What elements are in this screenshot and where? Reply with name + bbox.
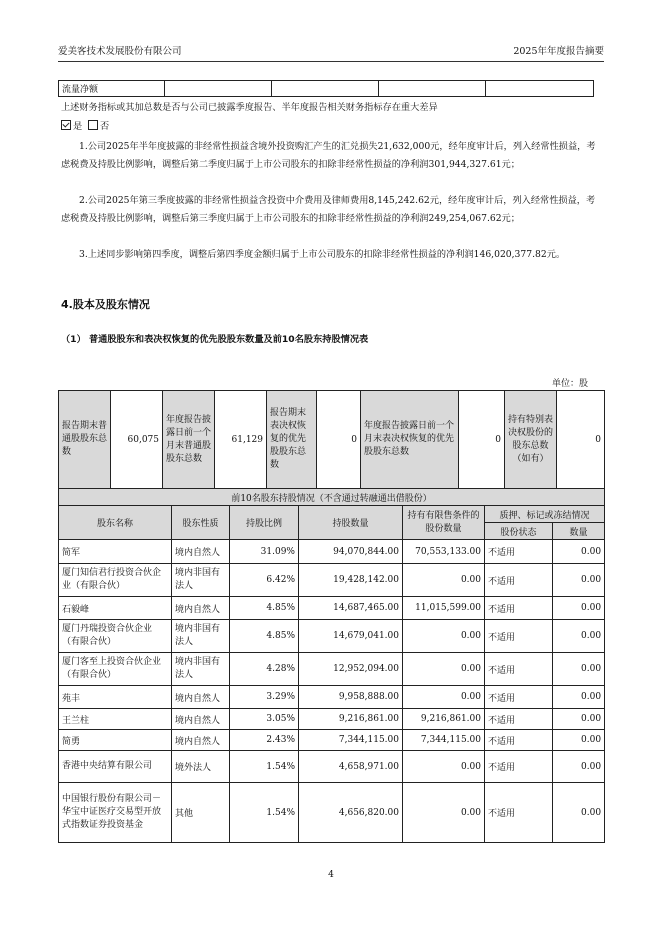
difference-notice: 上述财务指标或其加总数是否与公司已披露季度报告、半年度报告相关财务指标存在重大差异 <box>61 102 438 113</box>
shareholder-ratio: 1.54% <box>230 751 299 783</box>
shareholder-qty: 0.00 <box>553 620 605 653</box>
col-header-qty: 数量 <box>553 523 605 540</box>
header-divider <box>58 61 604 62</box>
shareholder-restricted: 0.00 <box>403 751 485 783</box>
shareholder-ratio: 3.29% <box>230 686 299 709</box>
note-3: 3.上述同步影响第四季度，调整后第四季度金额归属于上市公司股东的扣除非经常性损益的净利润146,020,377.82元。 <box>79 249 566 260</box>
shareholder-count: 4,658,971.00 <box>299 751 403 783</box>
shareholder-name: 厦门知信君行投资合伙企业（有限合伙） <box>59 564 172 597</box>
shareholder-nature: 境内非国有法人 <box>172 564 230 597</box>
table-row <box>59 730 605 751</box>
shareholder-nature: 境内自然人 <box>172 597 230 620</box>
cashflow-cell <box>486 81 594 97</box>
shareholder-count: 9,216,861.00 <box>299 709 403 730</box>
summary-label-preferred-prior: 年度报告披露日前一个月末表决权恢复的优先股股东总数 <box>361 391 459 489</box>
table-row <box>59 751 605 783</box>
table-row <box>59 686 605 709</box>
shareholder-name: 香港中央结算有限公司 <box>59 751 172 783</box>
shareholder-restricted: 0.00 <box>403 686 485 709</box>
shareholder-status: 不适用 <box>485 730 553 751</box>
shareholder-count: 12,952,094.00 <box>299 653 403 686</box>
table-row <box>59 597 605 620</box>
cashflow-cell <box>165 81 272 97</box>
summary-label-common: 报告期末普通股股东总数 <box>59 391 111 489</box>
shareholder-qty: 0.00 <box>553 653 605 686</box>
shareholder-restricted: 11,015,599.00 <box>403 597 485 620</box>
shareholder-name: 王兰柱 <box>59 709 172 730</box>
shareholder-ratio: 4.85% <box>230 597 299 620</box>
shareholder-qty: 0.00 <box>553 783 605 843</box>
col-header-status: 股份状态 <box>485 523 553 540</box>
shareholder-ratio: 4.28% <box>230 653 299 686</box>
shareholder-count: 14,679,041.00 <box>299 620 403 653</box>
report-title: 2025年年度报告摘要 <box>513 46 604 57</box>
shareholder-count: 9,958,888.00 <box>299 686 403 709</box>
shareholder-status: 不适用 <box>485 709 553 730</box>
table-row <box>59 653 605 686</box>
col-header-name: 股东名称 <box>59 506 172 540</box>
shareholder-restricted: 0.00 <box>403 620 485 653</box>
shareholder-name: 石毅峰 <box>59 597 172 620</box>
shareholder-name: 简军 <box>59 540 172 564</box>
shareholder-nature: 境内自然人 <box>172 709 230 730</box>
note-2: 2.公司2025年第三季度披露的非经常性损益含投资中介费用及律师费用8,145,242.62元，经年度审计后，列入经常性损益，考虑税费及持股比例影响，调整后第三季度归属于上市公司股东的扣除非经常性损益的净利润249,254,067.62元； <box>61 195 596 224</box>
empty-box-icon <box>88 120 98 130</box>
shareholder-status: 不适用 <box>485 597 553 620</box>
shareholder-ratio: 2.43% <box>230 730 299 751</box>
page-header <box>58 43 604 57</box>
table-row <box>59 564 605 597</box>
shareholder-ratio: 3.05% <box>230 709 299 730</box>
shareholder-nature: 其他 <box>172 783 230 843</box>
cashflow-table-fragment <box>58 80 594 97</box>
shareholder-ratio: 1.54% <box>230 783 299 843</box>
shareholder-nature: 境内非国有法人 <box>172 653 230 686</box>
shareholder-status: 不适用 <box>485 783 553 843</box>
shareholder-nature: 境内自然人 <box>172 540 230 564</box>
shareholder-restricted: 7,344,115.00 <box>403 730 485 751</box>
shareholder-status: 不适用 <box>485 540 553 564</box>
table-row <box>59 709 605 730</box>
shareholder-nature: 境内自然人 <box>172 730 230 751</box>
shareholder-ratio: 4.85% <box>230 620 299 653</box>
shareholder-name: 厦门客至上投资合伙企业（有限合伙） <box>59 653 172 686</box>
shareholder-qty: 0.00 <box>553 730 605 751</box>
col-header-count: 持股数量 <box>299 506 403 540</box>
section-title: 4.股本及股东情况 <box>61 298 150 311</box>
col-header-ratio: 持股比例 <box>230 506 299 540</box>
difference-options <box>61 118 601 136</box>
summary-value-common: 60,075 <box>111 391 163 489</box>
shareholder-status: 不适用 <box>485 564 553 597</box>
summary-value-preferred: 0 <box>317 391 361 489</box>
shareholder-qty: 0.00 <box>553 540 605 564</box>
company-name: 爱美客技术发展股份有限公司 <box>58 46 182 57</box>
checked-box-icon <box>61 120 71 130</box>
shareholder-restricted: 9,216,861.00 <box>403 709 485 730</box>
cashflow-label: 流量净额 <box>59 81 165 97</box>
shareholder-ratio: 6.42% <box>230 564 299 597</box>
summary-value-special: 0 <box>557 391 605 489</box>
note-1: 1.公司2025年半年度披露的非经常性损益含境外投资购汇产生的汇兑损失21,632,000元，经年度审计后，列入经常性损益，考虑税费及持股比例影响，调整后第二季度归属于上市公司股东的扣除非经常性损益的净利润301,944,327.61元； <box>61 141 596 170</box>
top10-title: 前10名股东持股情况（不含通过转融通出借股份） <box>59 489 605 506</box>
shareholder-qty: 0.00 <box>553 751 605 783</box>
col-header-pledge: 质押、标记或冻结情况 <box>485 506 605 523</box>
top10-shareholders-table <box>58 488 605 843</box>
shareholder-name: 厦门丹瑞投资合伙企业（有限合伙） <box>59 620 172 653</box>
shareholder-status: 不适用 <box>485 751 553 783</box>
table-row <box>59 783 605 843</box>
shareholder-name: 苑丰 <box>59 686 172 709</box>
shareholder-qty: 0.00 <box>553 597 605 620</box>
summary-label-common-prior: 年度报告披露日前一个月末普通股股东总数 <box>163 391 215 489</box>
shareholder-restricted: 0.00 <box>403 783 485 843</box>
shareholder-restricted: 0.00 <box>403 564 485 597</box>
col-header-restricted: 持有有限售条件的股份数量 <box>403 506 485 540</box>
subsection-title: （1） 普通股股东和表决权恢复的优先股股东数量及前10名股东持股情况表 <box>61 334 369 345</box>
col-header-nature: 股东性质 <box>172 506 230 540</box>
shareholder-restricted: 0.00 <box>403 653 485 686</box>
shareholder-qty: 0.00 <box>553 709 605 730</box>
shareholder-qty: 0.00 <box>553 686 605 709</box>
option-yes: 是 <box>73 121 83 132</box>
shareholder-nature: 境外法人 <box>172 751 230 783</box>
cashflow-cell <box>272 81 379 97</box>
table-row <box>59 620 605 653</box>
summary-label-special: 持有特别表决权股份的股东总数（如有） <box>505 391 557 489</box>
shareholder-ratio: 31.09% <box>230 540 299 564</box>
summary-value-preferred-prior: 0 <box>459 391 505 489</box>
shareholder-status: 不适用 <box>485 653 553 686</box>
cashflow-cell <box>379 81 486 97</box>
shareholder-name: 中国银行股份有限公司－华宝中证医疗交易型开放式指数证券投资基金 <box>59 783 172 843</box>
shareholder-count: 4,656,820.00 <box>299 783 403 843</box>
shareholder-count: 19,428,142.00 <box>299 564 403 597</box>
shareholder-status: 不适用 <box>485 620 553 653</box>
shareholder-count: 14,687,465.00 <box>299 597 403 620</box>
table-row <box>59 540 605 564</box>
unit-label: 单位：股 <box>551 379 588 389</box>
shareholder-restricted: 70,553,133.00 <box>403 540 485 564</box>
shareholder-nature: 境内自然人 <box>172 686 230 709</box>
shareholder-summary-table <box>58 390 605 489</box>
shareholder-nature: 境内非国有法人 <box>172 620 230 653</box>
shareholder-qty: 0.00 <box>553 564 605 597</box>
shareholder-name: 简勇 <box>59 730 172 751</box>
page-number: 4 <box>328 870 334 880</box>
option-no: 否 <box>100 121 110 132</box>
summary-label-preferred: 报告期末表决权恢复的优先股股东总数 <box>267 391 317 489</box>
summary-value-common-prior: 61,129 <box>215 391 267 489</box>
shareholder-count: 7,344,115.00 <box>299 730 403 751</box>
shareholder-status: 不适用 <box>485 686 553 709</box>
shareholder-count: 94,070,844.00 <box>299 540 403 564</box>
